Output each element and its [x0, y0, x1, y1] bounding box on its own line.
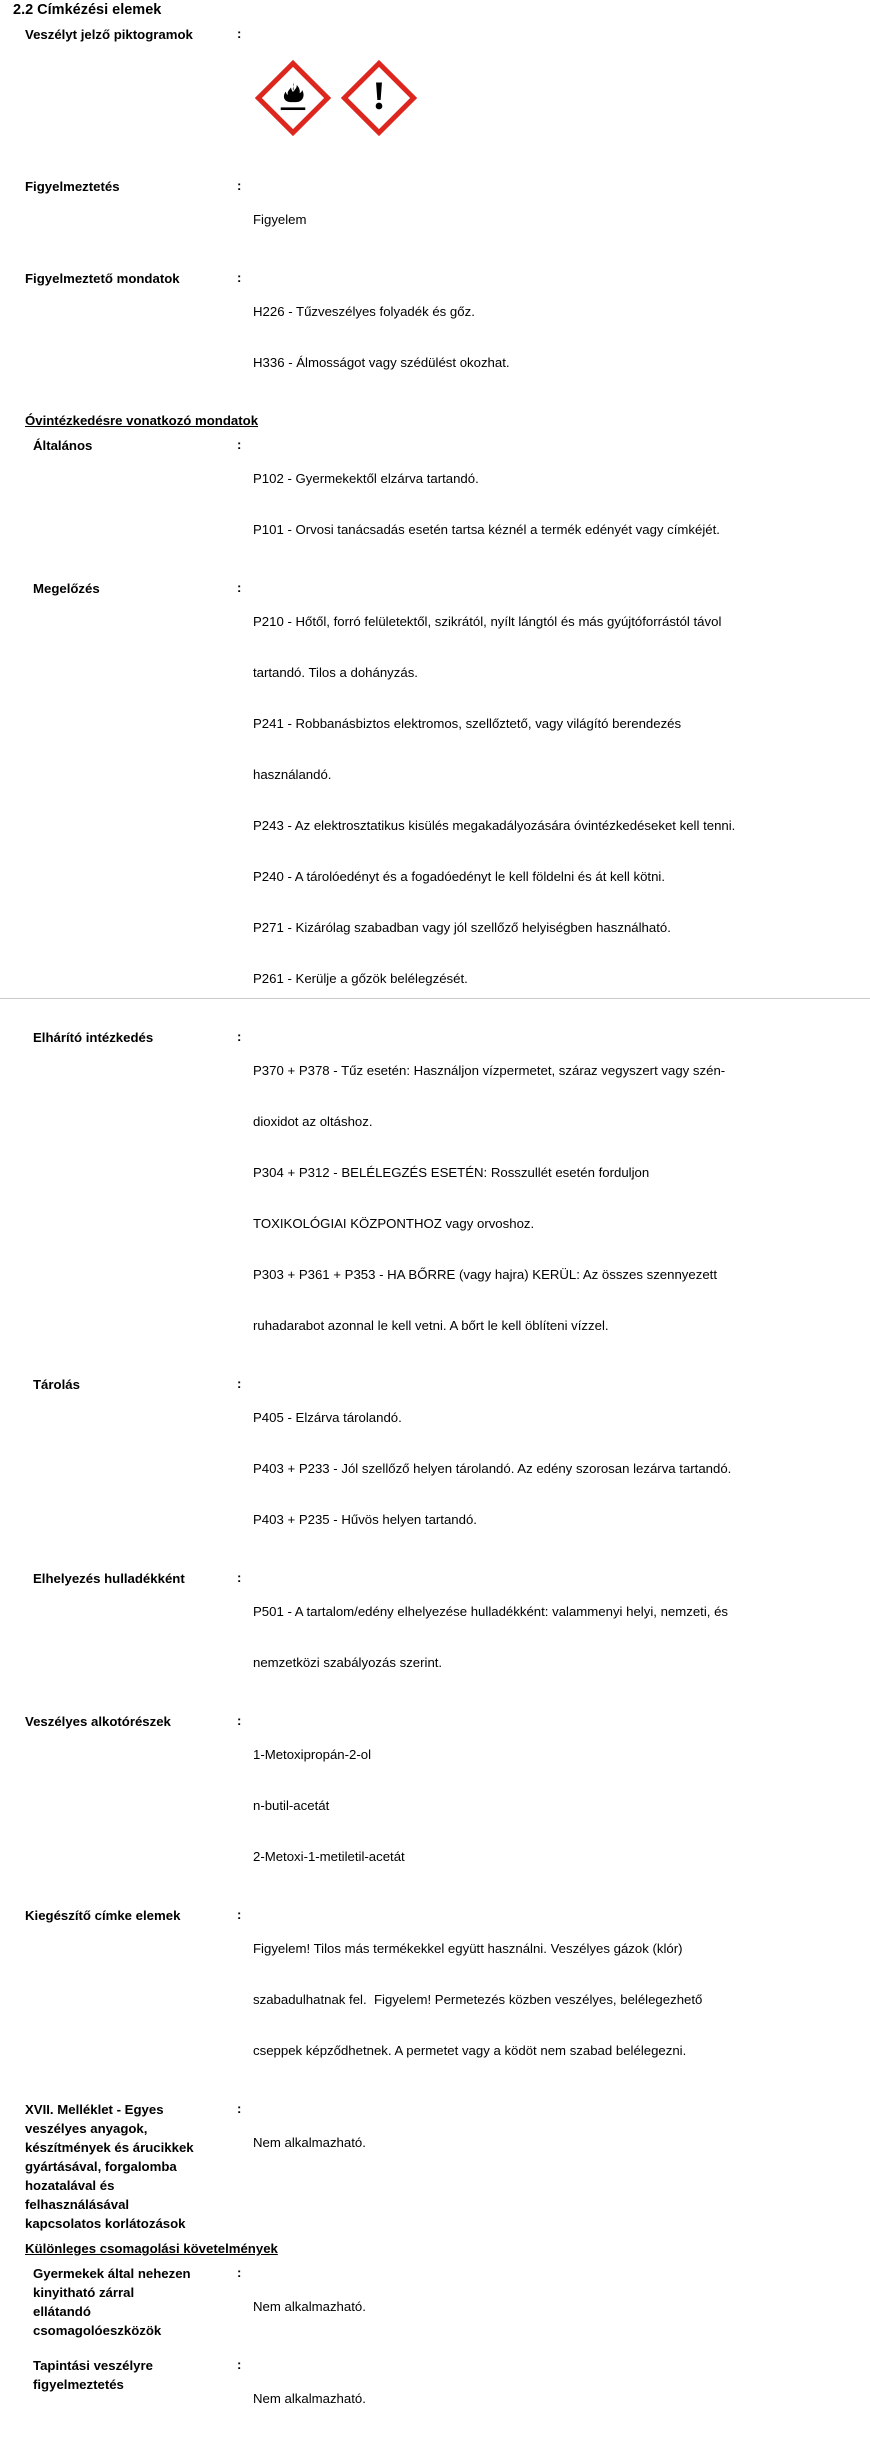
tactile-warning-row: [0, 2356, 870, 2441]
colon-separator: :: [237, 2265, 242, 2280]
colon-separator: :: [237, 437, 242, 452]
row-value: Nem alkalmazható.: [253, 2135, 366, 2150]
colon-separator: :: [237, 270, 242, 285]
colon-separator: :: [237, 1376, 242, 1391]
general-row: [0, 436, 870, 572]
row-value: 1-Metoxipropán-2-ol n-butil-acetát 2-Metoxi-1-metiletil-acetát: [253, 1747, 405, 1864]
row-value: P210 - Hőtől, forró felületektől, szikrától, nyílt lángtól és más gyújtóforrástól távol tartandó. Tilos a dohányzás. P241 - Robbanásbiztos elektromos, szellőztető, vagy világító berendezés használandó. P243 - Az elektrosztatikus kisülés megakadályozására óvintézkedéseket kell tenni. P240 - A tárolóedényt és a fogadóedényt le kell földelni és át kell kötni. P271 - Kizárólag szabadban vagy jól szellőző helyiségben használható. P261 - Kerülje a gőzök belélegzését.: [253, 614, 736, 986]
row-value: Figyelem: [253, 212, 307, 227]
row-label: Figyelmeztető mondatok: [25, 271, 180, 286]
row-value: P102 - Gyermekektől elzárva tartandó. P101 - Orvosi tanácsadás esetén tartsa kéznél a termék edényét vagy címkéjét.: [253, 471, 720, 537]
child-resistant-row: [0, 2264, 870, 2349]
row-label: Veszélyt jelző piktogramok: [25, 27, 193, 42]
row-label: Megelőzés: [33, 581, 100, 596]
hazard-pictograms-row: [0, 25, 870, 170]
supplemental-label-row: [0, 1906, 870, 2093]
colon-separator: :: [237, 580, 242, 595]
row-label: Veszélyes alkotórészek: [25, 1714, 171, 1729]
ghs-flame-pictogram: [255, 60, 331, 136]
precautionary-statements-heading: Óvintézkedésre vonatkozó mondatok: [25, 413, 259, 428]
row-label: Tárolás: [33, 1377, 80, 1392]
exclamation-mark-icon: [360, 79, 398, 117]
row-value: P501 - A tartalom/edény elhelyezése hulladékként: valammenyi helyi, nemzeti, és nemzetközi szabályozás szerint.: [253, 1604, 729, 1670]
row-value: P405 - Elzárva tárolandó. P403 + P233 - Jól szellőző helyen tárolandó. Az edény szorosan lezárva tartandó. P403 + P235 - Hűvös helyen tartandó.: [253, 1410, 732, 1527]
hazard-statements-row: [0, 269, 870, 405]
storage-row: [0, 1375, 870, 1562]
colon-separator: :: [237, 1907, 242, 1922]
colon-separator: :: [237, 178, 242, 193]
red-diamond-frame: [255, 60, 331, 136]
row-label: Kiegészítő címke elemek: [25, 1908, 181, 1923]
colon-separator: :: [237, 1029, 242, 1044]
row-value: H226 - Tűzveszélyes folyadék és gőz. H336 - Álmosságot vagy szédülést okozhat.: [253, 304, 510, 370]
prevention-row: [0, 579, 870, 1021]
row-label: Tapintási veszélyre figyelmeztetés: [33, 2358, 153, 2392]
ghs-pictograms: [253, 60, 870, 136]
row-value: [253, 25, 870, 170]
row-value: Figyelem! Tilos más termékekkel együtt használni. Veszélyes gázok (klór) szabadulhatnak fel. Figyelem! Permetezés közben veszélyes, belélegezhető cseppek képződhetnek. A permetet vagy a ködöt nem szabad belélegezni.: [253, 1941, 703, 2058]
row-value: P370 + P378 - Tűz esetén: Használjon vízpermetet, száraz vegyszert vagy szén- dioxidot az oltáshoz. P304 + P312 - BELÉLEGZÉS ESETÉN: Rosszullét esetén forduljon TOXIKOLÓGIAI KÖZPONTHOZ vagy orvoshoz. P303 + P361 + P353 - HA BŐRRE (vagy hajra) KERÜL: Az összes szennyezett ruhadarabot azonnal le kell vetni. A bőrt le kell öblíteni vízzel.: [253, 1063, 726, 1333]
colon-separator: :: [237, 2101, 242, 2116]
row-label: Elhelyezés hulladékként: [33, 1571, 185, 1586]
row-label: XVII. Melléklet - Egyes veszélyes anyagok, készítmények és árucikkek gyártásával, forgalomba hozatalával és felhasználásával kapcsolatos korlátozások: [25, 2102, 194, 2231]
signal-word-row: [0, 177, 870, 262]
disposal-row: [0, 1569, 870, 1705]
page-bottom-divider: [0, 998, 870, 999]
colon-separator: :: [237, 2357, 242, 2372]
ghs-exclamation-pictogram: [341, 60, 417, 136]
row-value: Nem alkalmazható.: [253, 2391, 366, 2406]
annex-xvii-row: [0, 2100, 870, 2233]
colon-separator: :: [237, 1713, 242, 1728]
section-title: 2.2 Címkézési elemek: [13, 2, 162, 18]
special-packaging-heading: Különleges csomagolási követelmények: [25, 2241, 278, 2256]
row-label: Figyelmeztetés: [25, 179, 120, 194]
row-label: Gyermekek által nehezen kinyitható zárral ellátandó csomagolóeszközök: [33, 2266, 191, 2338]
hazardous-ingredients-row: [0, 1712, 870, 1899]
response-row: [0, 1028, 870, 1368]
colon-separator: :: [237, 1570, 242, 1585]
colon-separator: :: [237, 26, 242, 41]
row-label: Általános: [33, 438, 93, 453]
flame-icon: [274, 79, 312, 117]
red-diamond-frame: [341, 60, 417, 136]
row-value: Nem alkalmazható.: [253, 2299, 366, 2314]
row-label: Elhárító intézkedés: [33, 1030, 154, 1045]
